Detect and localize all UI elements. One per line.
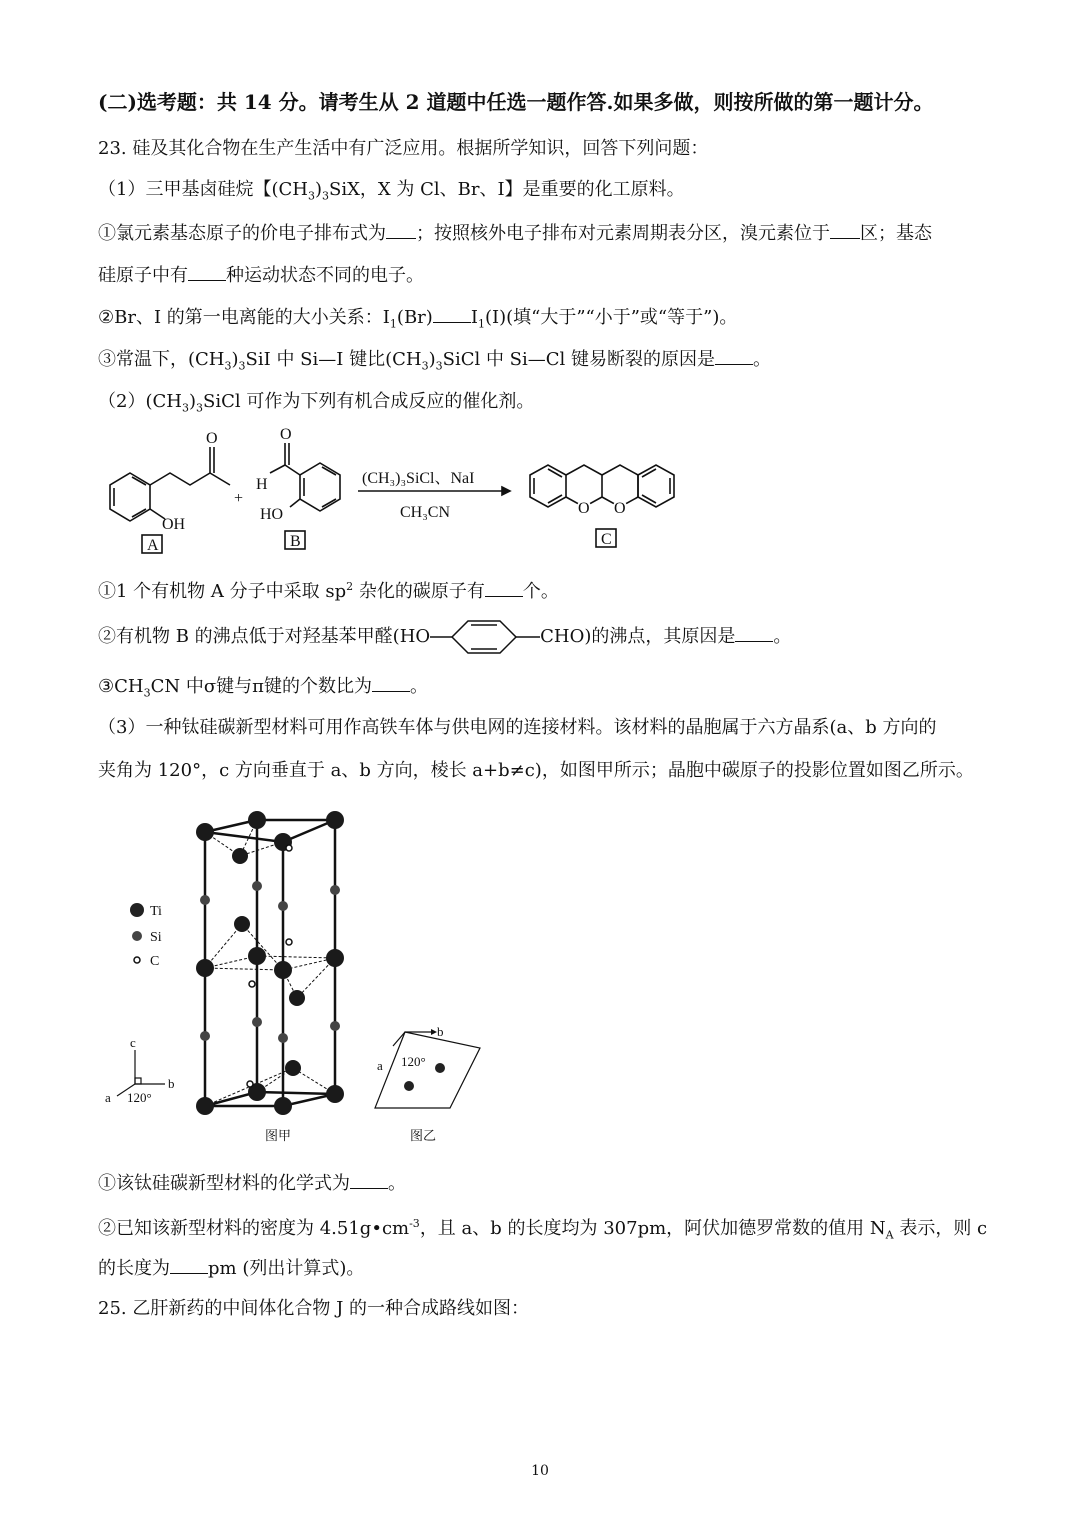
c-oxygen-1: O	[578, 500, 590, 517]
question-23-title: 23. 硅及其化合物在生产生活中有广泛应用。根据所学知识，回答下列问题：	[98, 138, 709, 159]
axis-angle-label: 120°	[127, 1090, 152, 1105]
condition-reagents: (CH₃)₃SiCl、NaI	[362, 470, 475, 487]
label-b: B	[290, 533, 301, 550]
plus-sign: +	[234, 490, 244, 507]
q23-3-2-line1: ②已知该新型材料的密度为 $4.51g•cm^{-3}$，且 a、b 的长度均为 307pm，阿伏加德罗常数的值用 $N_A$ 表示，则 c	[98, 1217, 988, 1242]
section-header: (二)选考题：共 14 分。请考生从 2 道题中任选一题作答.如果多做，则按所做的第一题计分。	[98, 90, 934, 114]
q23-3-2-line2: 的长度为 pm (列出计算式)。	[98, 1255, 364, 1281]
legend-c: C	[150, 954, 160, 969]
axis-a-label: a	[105, 1090, 111, 1105]
b-hydroxyl: HO	[260, 506, 284, 523]
q23-2-1: ①1 个有机物 A 分子中采取 $sp^2$ 杂化的碳原子有 个。	[98, 580, 559, 602]
legend-ti: Ti	[150, 904, 162, 919]
benzene-ring-icon	[430, 617, 540, 657]
q23-part3-line2: 夹角为 120°，c 方向垂直于 a、b 方向，棱长 a+b≠c)，如图甲所示；晶胞中碳原子的投影位置如图乙所示。	[98, 760, 974, 781]
axis-b-label: b	[168, 1076, 175, 1091]
q23-1-1-line1: ①氯元素基态原子的价电子排布式为 ；按照核外电子排布对元素周期表分区，溴元素位于 区；基态	[98, 220, 932, 246]
label-a: A	[147, 537, 159, 554]
b-aldehyde-o: O	[280, 426, 292, 443]
condition-solvent: CH₃CN	[400, 504, 451, 521]
label-c: C	[601, 531, 612, 548]
a-hydroxyl: OH	[162, 516, 186, 533]
fig-b-axis-b: b	[437, 1024, 444, 1039]
q23-2-2: ②有机物 B 的沸点低于对羟基苯甲醛(HO CHO)的沸点，其原因是 。	[98, 623, 791, 649]
figure-b-caption: 图乙	[410, 1128, 437, 1143]
a-carbonyl-o: O	[206, 430, 218, 447]
q23-part2-intro: $(2)(CH_3)_3SiCl$ 可作为下列有机合成反应的催化剂。	[98, 391, 535, 415]
crystal-figure	[95, 800, 495, 1150]
q23-2-3: $③CH_3CN$ 中σ键与π键的个数比为 。	[98, 673, 428, 706]
q23-3-1: ①该钛硅碳新型材料的化学式为 。	[98, 1170, 406, 1196]
fig-b-angle: 120°	[401, 1054, 426, 1069]
q23-part1-intro: （1）三甲基卤硅烷【$(CH_3)_3SiX$，X 为 Cl、Br、I】是重要的化工原料。	[98, 179, 685, 203]
q23-1-2: ②Br、I 的第一电离能的大小关系：$I_1(Br)$ $I_1(I)$(填“大于”“小于”或“等于”)。	[98, 304, 737, 337]
q23-1-3: ③常温下，$(CH_3)_3SiI$ 中 Si—I 键比$(CH_3)_3SiCl$ 中 Si—Cl 键易断裂的原因是 。	[98, 346, 771, 379]
axis-c-label: c	[130, 1035, 136, 1050]
q23-part3-line1: （3）一种钛硅碳新型材料可用作高铁车体与供电网的连接材料。该材料的晶胞属于六方晶系(a、b 方向的	[98, 717, 937, 738]
figure-a-caption: 图甲	[265, 1128, 292, 1143]
reaction-scheme	[90, 425, 730, 560]
b-aldehyde-h: H	[256, 476, 268, 493]
c-oxygen-2: O	[614, 500, 626, 517]
question-25-title: 25. 乙肝新药的中间体化合物 J 的一种合成路线如图：	[98, 1298, 530, 1319]
q23-1-1-line2: 硅原子中有 种运动状态不同的电子。	[98, 262, 424, 288]
page-number: 10	[531, 1463, 549, 1479]
fig-b-axis-a: a	[377, 1058, 383, 1073]
legend-si: Si	[150, 930, 162, 945]
